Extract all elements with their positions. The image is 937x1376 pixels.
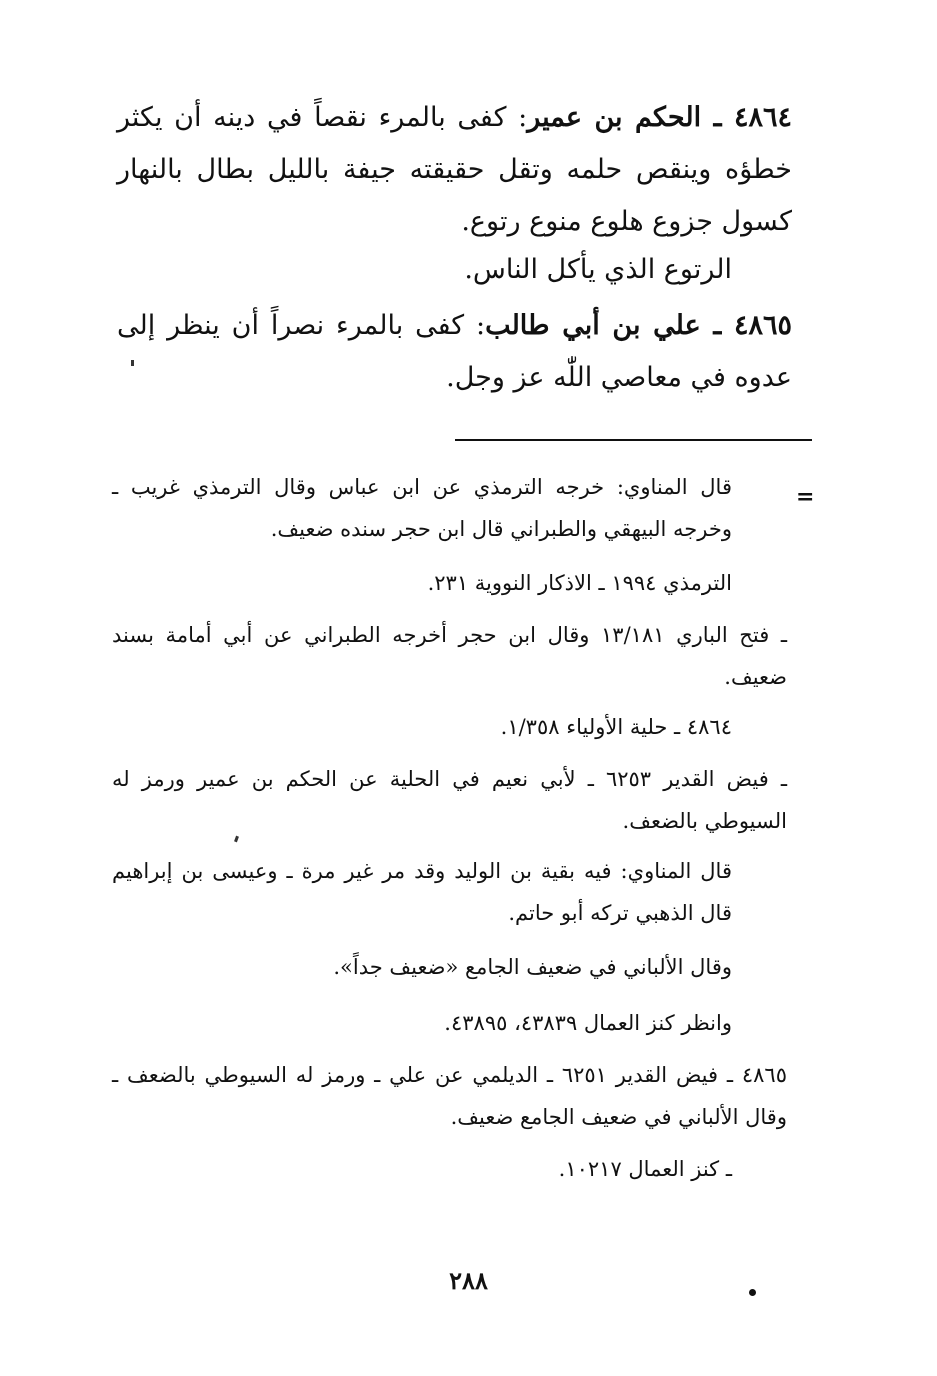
entry-separator: ـ	[701, 102, 734, 133]
footnote-line: الترمذي ١٩٩٤ ـ الاذكار النووية ٢٣١.	[427, 571, 732, 595]
entry-4865	[117, 300, 792, 404]
entry-text: : كفى بالمرء نصراً أن ينظر إلى عدوه في معاصي اللّٰه عز وجل.	[117, 310, 792, 393]
continuation-mark: =	[796, 484, 815, 510]
entry-number: ٤٨٦٥	[733, 310, 792, 341]
scan-speck	[131, 360, 134, 366]
footnote-line: ـ كنز العمال ١٠٢١٧.	[558, 1157, 732, 1181]
footnote-line: وقال الألباني في ضعيف الجامع «ضعيف جداً».	[333, 955, 732, 979]
footnote-line: قال المناوي: فيه بقية بن الوليد وقد مر غير مرة ـ وعيسى بن إبراهيم قال الذهبي تركه أبو حاتم.	[112, 859, 732, 925]
footnote-separator	[455, 439, 812, 441]
footnote-line: ٤٨٦٥ ـ فيض القدير ٦٢٥١ ـ الديلمي عن علي ـ ورمز له السيوطي بالضعف ـ وقال الألباني في ضعيف الجامع ضعيف.	[112, 1063, 787, 1129]
footnote-line: قال المناوي: خرجه الترمذي عن ابن عباس وقال الترمذي غريب ـ وخرجه البيهقي والطبراني قال ابن حجر سنده ضعيف.	[112, 475, 732, 541]
entry-separator: ـ	[700, 310, 734, 341]
entry-narrator: الحكم بن عمير	[527, 102, 702, 133]
entry-4864	[117, 92, 792, 248]
page-number: ٢٨٨	[449, 1266, 488, 1295]
footnote-line: ـ فيض القدير ٦٢٥٣ ـ لأبي نعيم في الحلية عن الحكم بن عمير ورمز له السيوطي بالضعف.	[112, 767, 787, 833]
footnote-line: ـ فتح الباري ١٣/١٨١ وقال ابن حجر أخرجه الطبراني عن أبي أمامة بسند ضعيف.	[112, 623, 787, 689]
footnote-line: ٤٨٦٤ ـ حلية الأولياء ١/٣٥٨.	[500, 715, 732, 739]
gloss-line: الرتوع الذي يأكل الناس.	[464, 254, 732, 285]
footnote-line: وانظر كنز العمال ٤٣٨٣٩، ٤٣٨٩٥.	[444, 1011, 732, 1035]
scan-dot	[749, 1289, 756, 1296]
entry-number: ٤٨٦٤	[733, 102, 792, 133]
entry-narrator: علي بن أبي طالب	[485, 310, 701, 341]
entry-text: : كفى بالمرء نقصاً في دينه أن يكثر خطؤه وينقص حلمه وتقل حقيقته جيفة بالليل بطال بالنهار كسول جزوع هلوع منوع رتوع.	[117, 102, 792, 237]
